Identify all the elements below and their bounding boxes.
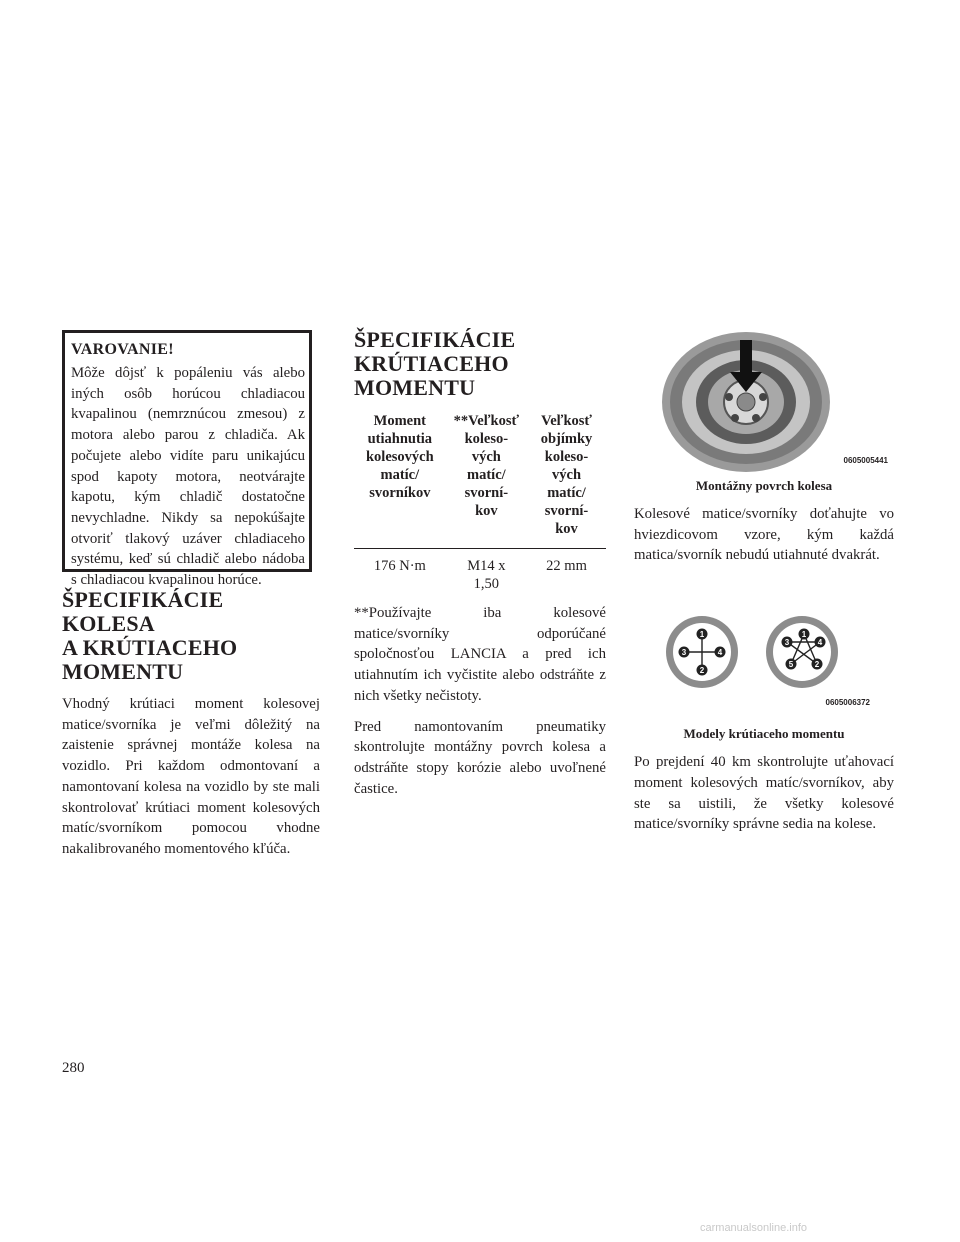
wheel-b-label: 2	[814, 660, 820, 670]
table-header-cell: Moment utiahnutia kolesových matíc/ svorníkov	[365, 413, 434, 501]
wheel-hub-illustration	[634, 326, 892, 474]
retorque-paragraph: Po prejdení 40 km skontrolujte uťahovací moment kolesových matíc/svorníkov, aby ste sa uistili, že všetky kolesové matice/svorníky správne sedia na kolese.	[634, 754, 894, 833]
page-number: 280	[62, 1060, 85, 1076]
warning-title: VAROVANIE!	[71, 341, 174, 358]
figure1-code: 0605005441	[843, 456, 888, 465]
wheel-b-label: 3	[784, 638, 790, 648]
star-pattern-paragraph: Kolesové matice/svorníky doťahujte vo hviezdicovom vzore, kým každá matica/svorník nebudú utiahnuté dvakrát.	[634, 506, 894, 564]
table-footnote: **Používajte iba kolesové matice/svorníky odporúčané spoločnosťou LANCIA a pred ich utiahnutím ich vyčistite alebo odstráňte z nich všetky nečistoty.	[354, 605, 606, 704]
wheel-mounting-figure	[634, 326, 892, 474]
section1-paragraph: Vhodný krútiaci moment kolesovej matice/svorníka je veľmi dôležitý na zaistenie správnej montáže kolesa na vozidlo. Pri každom odmontovaní a namontovaní kolesa na vozidlo by ste mali skontrolovať krútiaci moment kolesových matíc/svorníkom pomocou vhodne nakalibrovaného momentového kľúča.	[62, 696, 320, 857]
table-cell: M14 x 1,50	[446, 549, 527, 594]
figure2-caption: Modely krútiaceho momentu	[683, 726, 845, 742]
wheel-b-label: 4	[817, 638, 823, 648]
wheel-torque-section	[62, 588, 320, 860]
table-header-row	[354, 412, 606, 549]
wheel-b-label: 5	[788, 660, 794, 670]
torque-pattern-figure	[634, 612, 892, 708]
section2-heading: ŠPECIFIKÁCIE KRÚTIACEHO MOMENTU	[354, 327, 516, 400]
warning-text: Môže dôjsť k popáleniu vás alebo iných osôb horúcou chladiacou kvapalinou (nemrznúcou zmesou) z motora alebo parou z chladiča. Ak počujete alebo vidíte paru unikajúcu spod kapoty motora, neotvárajte kapotu, kým chladič dostatočne nevychladne. Nikdy sa nepokúšajte otvoriť tlakový uzáver chladiaceho systému, keď sú chladič alebo nádoba s chladiacou kvapalinou horúce.	[71, 365, 305, 589]
section2-paragraph: Pred namontovaním pneumatiky skontrolujte montážny povrch kolesa a odstráňte stopy korózie alebo uvoľnené častice.	[354, 718, 606, 797]
table-header-cell: **Veľkosť koleso- vých matíc/ svorní- kov	[453, 413, 520, 519]
wheel-a-label: 1	[699, 630, 705, 640]
section1-heading: ŠPECIFIKÁCIE KOLESA A KRÚTIACEHO MOMENTU	[62, 587, 238, 684]
table-cell: 176 N·m	[354, 549, 446, 594]
wheel-a-label: 2	[699, 666, 705, 676]
wheel-a-label: 4	[717, 648, 723, 658]
torque-pattern-illustration	[634, 612, 892, 708]
table-cell: 22 mm	[527, 549, 606, 594]
figure2-code: 0605006372	[825, 698, 870, 708]
right-column	[634, 326, 894, 835]
wheel-a-label: 3	[681, 648, 687, 658]
torque-spec-table	[354, 412, 606, 593]
torque-spec-section	[354, 328, 606, 799]
figure1-caption: Montážny povrch kolesa	[695, 478, 833, 493]
wheel-b-label: 1	[801, 630, 807, 640]
warning-box	[62, 330, 312, 589]
watermark: carmanualsonline.info	[700, 1222, 808, 1234]
table-header-cell: Veľkosť objímky koleso- vých matíc/ svorní- kov	[540, 413, 593, 537]
table-row	[354, 549, 606, 594]
